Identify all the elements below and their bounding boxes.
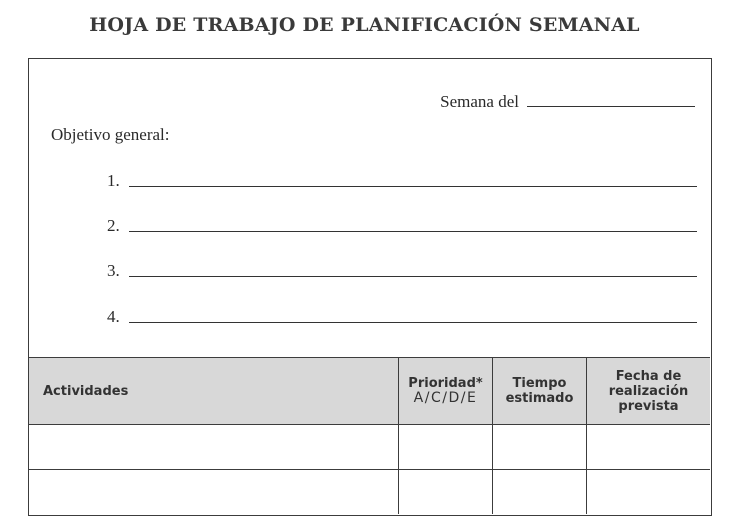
header-priority <box>399 358 493 424</box>
objective-number: 4. <box>107 307 120 326</box>
activities-table <box>29 357 710 515</box>
header-priority-line1: Prioridad* <box>408 376 483 391</box>
header-time-line1: Tiempo <box>512 376 567 391</box>
page-title: HOJA DE TRABAJO DE PLANIFICACIÓN SEMANAL <box>89 14 640 36</box>
week-label: Semana del <box>440 92 519 111</box>
table-row <box>29 425 710 470</box>
objective-number: 1. <box>107 171 120 190</box>
time-cell[interactable] <box>493 470 587 514</box>
week-field <box>440 92 695 112</box>
activity-cell[interactable] <box>29 470 399 514</box>
objective-line-2[interactable] <box>107 216 697 236</box>
table-row <box>29 470 710 514</box>
time-cell[interactable] <box>493 425 587 469</box>
objective-input-rule[interactable] <box>129 275 697 277</box>
priority-cell[interactable] <box>399 470 493 514</box>
header-date-line2: realización <box>608 383 689 399</box>
header-activities-label: Actividades <box>43 383 129 399</box>
header-date-line3: prevista <box>618 398 679 414</box>
date-cell[interactable] <box>587 470 710 514</box>
header-time <box>493 358 587 424</box>
priority-cell[interactable] <box>399 425 493 469</box>
objective-label: Objetivo general: <box>51 125 170 144</box>
header-activities <box>29 358 399 424</box>
header-date <box>587 358 710 424</box>
header-time-line2: estimado <box>505 391 574 406</box>
objective-input-rule[interactable] <box>129 185 697 187</box>
objective-number: 3. <box>107 261 120 280</box>
header-date-line1: Fecha de <box>615 368 682 384</box>
date-cell[interactable] <box>587 425 710 469</box>
objective-line-3[interactable] <box>107 261 697 281</box>
header-priority-line2: A/C/D/E <box>413 390 478 406</box>
table-header-row <box>29 358 710 425</box>
objective-line-4[interactable] <box>107 307 697 327</box>
worksheet-form <box>28 58 712 516</box>
week-input-line[interactable] <box>527 105 695 107</box>
objective-input-rule[interactable] <box>129 230 697 232</box>
activity-cell[interactable] <box>29 425 399 469</box>
objective-number: 2. <box>107 216 120 235</box>
objective-line-1[interactable] <box>107 171 697 191</box>
objective-input-rule[interactable] <box>129 321 697 323</box>
